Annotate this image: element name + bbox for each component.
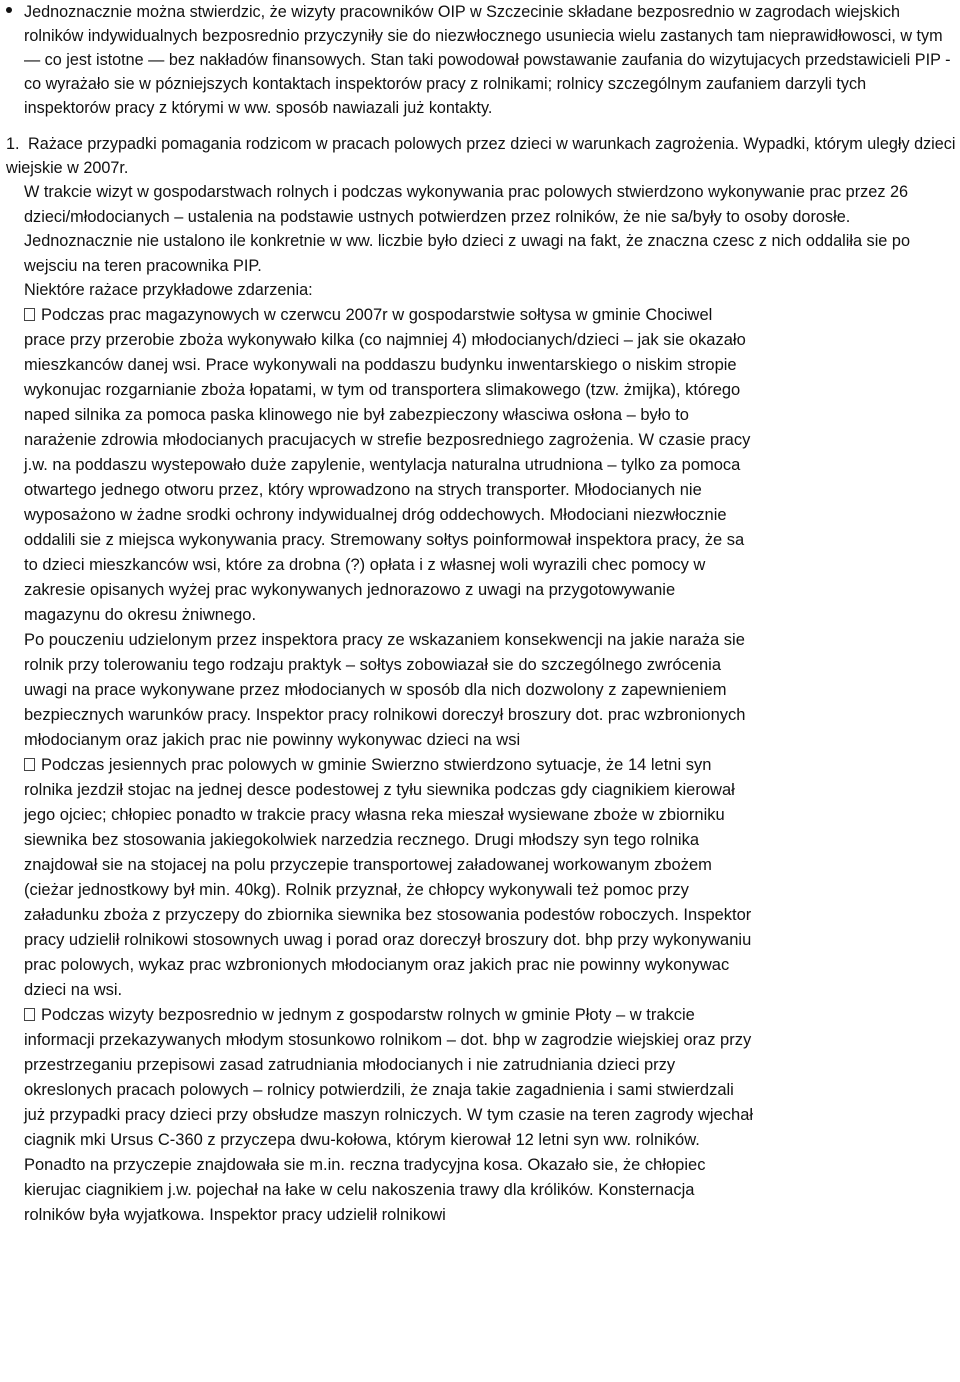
checkbox-glyph-icon — [24, 1008, 35, 1021]
example-paragraph — [24, 1003, 754, 1228]
examples-list — [24, 303, 754, 1228]
example-paragraph — [24, 303, 754, 628]
examples-intro: Niektóre rażace przykładowe zdarzenia: — [24, 281, 313, 299]
section-heading — [6, 132, 960, 180]
example-text: Podczas jesiennych prac polowych w gminie Swierzno stwierdzono sytuacje, że 14 letni syn rolnika jezdził stojac na jednej desce podestowej z tyłu siewnika podczas gdy ciagnikiem kierował jego ojciec; chłopiec ponadto w trakcie pracy własna reka mieszał wysiewane zboże w zbiorniku siewnika bez stosowania jakiegokolwiek narzedzia recznego. Drugi młodszy syn tego rolnika znajdował sie na stojacej na polu przyczepie transportowej załadowanej workowanym zbożem (cieżar jednostkowy był min. 40kg). Rolnik przyznał, że chłopcy wykonywali też pomoc przy załadunku zboża z przyczepy do zbiornika siewnika bez stosowania podestów roboczych. Inspektor pracy udzielił rolnikowi stosownych uwag i porad oraz doreczył broszury dot. bhp przy wykonywaniu prac polowych, wykaz prac wzbronionych młodocianym oraz jakich prac nie powinny wykonywac dzieci na wsi. — [24, 755, 752, 999]
section-number: 1. — [6, 135, 20, 153]
example-text: Podczas prac magazynowych w czerwcu 2007r w gospodarstwie sołtysa w gminie Chociwel prace przy przerobie zboża wykonywało kilka (co najmniej 4) młodocianych/dzieci – jak sie okazało mieszkanców danej wsi. Prace wykonywali na poddaszu budynku inwentarskiego o niskim stropie wykonujac rozgarnianie zboża łopatami, w tym od transportera slimakowego (tzw. żmijka), którego naped silnika za pomoca paska klinowego nie był zabezpieczony własciwa osłona – było to narażenie zdrowia młodocianych pracujacych w strefie bezposredniego zagrożenia. W czasie pracy j.w. na poddaszu wystepowało duże zapylenie, wentylacja naturalna utrudniona – tylko za pomoca otwartego jednego otworu przez, który wprowadzono na strych transporter. Młodocianych nie wyposażono w żadne srodki ochrony indywidualnej dróg oddechowych. Młodociani niezwłocznie oddalili sie z miejsca wykonywania pracy. Stremowany sołtys poinformował inspektora pracy, że sa to dzieci mieszkanców wsi, które za drobna (?) opłata i z własnej woli wyrazili chec pomocy w zakresie opisanych wyżej prac wykonywanych jednorazowo z uwagi na przygotowywanie magazynu do okresu żniwnego. — [24, 305, 751, 624]
summary-paragraph: W trakcie wizyt w gospodarstwach rolnych i podczas wykonywania prac polowych stwierdzono wykonywanie prac przez 26 dzieci/młodocianych – ustalenia na podstawie ustnych potwierdzen przez rolników, że nie sa/były to osoby dorosłe. Jednoznacznie nie ustalono ile konkretnie w ww. liczbie było dzieci z uwagi na fakt, że znaczna czesc z nich oddaliła sie po wejsciu na teren pracownika PIP. — [24, 183, 910, 275]
summary-block — [24, 180, 960, 303]
bullet-icon — [6, 7, 12, 13]
example-text: Podczas wizyty bezposrednio w jednym z gospodarstw rolnych w gminie Płoty – w trakcie informacji przekazywanych młodym stosunkowo rolnikom – dot. bhp w zagrodzie wiejskiej oraz przy przestrzeganiu przepisowi zasad zatrudniania młodocianych i nie zatrudniania dzieci przy okreslonych pracach polowych – rolnicy potwierdzili, że znaja takie zagadnienia i sami stwierdzali już przypadki pracy dzieci przy obsłudze maszyn rolniczych. W tym czasie na teren zagrody wjechał ciagnik mki Ursus C-360 z przyczepa dwu-kołowa, którym kierował 12 letni syn ww. rolników. Ponadto na przyczepie znajdowała sie m.in. reczna tradycyjna kosa. Okazało sie, że chłopiec kierujac ciagnikiem j.w. pojechał na łake w celu nakoszenia trawy dla królików. Konsternacja rolników była wyjatkowa. Inspektor pracy udzielił rolnikowi — [24, 1005, 754, 1224]
bullet-list-item — [6, 0, 956, 120]
section-title: Rażace przypadki pomagania rodzicom w pracach polowych przez dzieci w warunkach zagrożenia. Wypadki, którym uległy dzieci wiejskie w 2007r. — [6, 135, 956, 177]
checkbox-glyph-icon — [24, 758, 35, 771]
intro-bullet — [0, 0, 960, 120]
intro-paragraph: Jednoznacznie można stwierdzic, że wizyty pracowników OIP w Szczecinie składane bezposrednio w zagrodach wiejskich rolników indywidualnych bezposrednio przyczyniły sie do niezwłocznego usuniecia wielu zastanych tam nieprawidłowosci, w tym — co jest istotne — bez nakładów finansowych. Stan taki powodował powstawanie zaufania do wizytujacych przedstawicieli PIP - co wyrażało sie w pózniejszych kontaktach inspektorów pracy z rolnikami; rolnicy szczególnym zaufaniem darzyli tych inspektorów pracy z którymi w ww. sposób nawiazali już kontakty. — [24, 3, 951, 117]
example-paragraph: Po pouczeniu udzielonym przez inspektora pracy ze wskazaniem konsekwencji na jakie naraża sie rolnik przy tolerowaniu tego rodzaju praktyk – sołtys zobowiazał sie do szczególnego zwrócenia uwagi na prace wykonywane przez młodocianych w sposób dla nich dozwolony z zapewnieniem bezpiecznych warunków pracy. Inspektor pracy rolnikowi doreczył broszury dot. prac wzbronionych młodocianym oraz jakich prac nie powinny wykonywac dzieci na wsi — [24, 630, 746, 749]
example-paragraph — [24, 753, 754, 1003]
checkbox-glyph-icon — [24, 308, 35, 321]
